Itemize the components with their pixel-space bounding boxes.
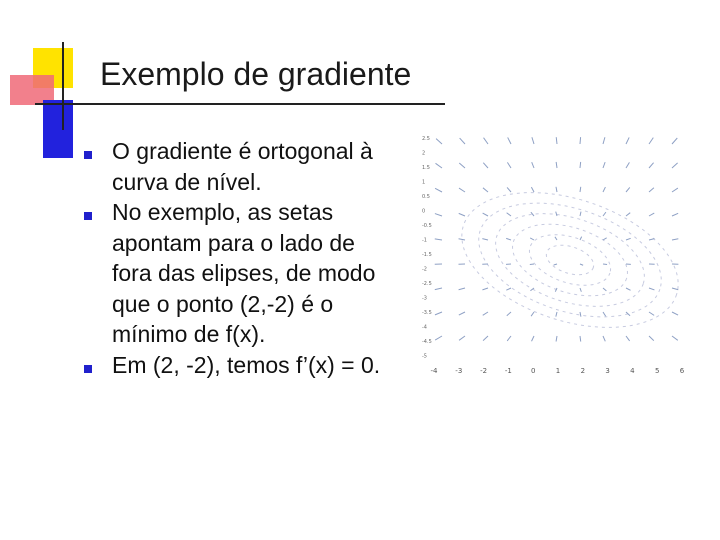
gradient-arrow: [530, 238, 534, 240]
gradient-arrow: [507, 336, 511, 341]
gradient-arrow: [626, 288, 631, 290]
y-tick-label: -0.5: [422, 223, 432, 229]
gradient-arrow: [649, 239, 655, 240]
gradient-arrow: [459, 336, 465, 340]
x-tick-label: 0: [530, 367, 536, 375]
gradient-arrow: [555, 237, 557, 240]
gradient-arrow: [459, 239, 465, 240]
y-tick-label: 0: [422, 208, 426, 215]
gradient-arrow: [603, 162, 605, 168]
gradient-arrow: [482, 288, 488, 290]
gradient-arrow: [435, 214, 442, 216]
title-decoration-vertical-line: [62, 42, 64, 130]
y-tick-label: 1.5: [422, 165, 430, 171]
y-tick-label: -4: [422, 324, 427, 331]
gradient-arrow: [554, 264, 557, 265]
gradient-arrows: [435, 137, 679, 341]
bullet-text: O gradiente é ortogonal à curva de nível.: [112, 138, 373, 195]
gradient-arrow: [626, 162, 629, 168]
y-axis-ticks: [422, 136, 432, 360]
x-tick-label: -2: [480, 367, 488, 375]
x-tick-label: 4: [630, 367, 635, 375]
bullet-text: Em (2, -2), temos f’(x) = 0.: [112, 351, 381, 378]
gradient-arrow: [459, 188, 465, 192]
y-tick-label: -4.5: [422, 339, 432, 345]
gradient-arrow: [603, 212, 606, 216]
gradient-arrow: [649, 138, 653, 144]
gradient-arrow: [484, 138, 488, 144]
gradient-arrow: [556, 162, 557, 168]
x-tick-label: -3: [455, 367, 463, 375]
gradient-arrow: [672, 213, 678, 216]
gradient-arrow: [580, 312, 581, 317]
bullet-item: [78, 350, 398, 381]
gradient-arrow: [556, 312, 557, 317]
title-decoration-blue-square: [43, 100, 73, 158]
gradient-arrow: [649, 336, 654, 341]
x-tick-label: -1: [504, 367, 512, 375]
gradient-arrow: [436, 163, 442, 168]
x-axis-ticks: [431, 367, 685, 375]
gradient-arrow: [649, 188, 654, 192]
y-tick-label: -3.5: [422, 310, 432, 316]
y-tick-label: -1: [422, 237, 427, 244]
gradient-arrow: [532, 162, 534, 168]
gradient-arrow: [603, 137, 605, 144]
gradient-arrow: [580, 264, 583, 265]
gradient-arrow: [603, 187, 605, 192]
gradient-arrow: [506, 238, 511, 240]
y-tick-label: -2: [422, 266, 427, 273]
slide-title: Exemplo de gradiente: [100, 56, 412, 92]
gradient-arrow: [580, 187, 581, 192]
gradient-arrow: [603, 288, 606, 291]
gradient-arrow: [436, 139, 442, 144]
gradient-arrow: [556, 137, 557, 144]
gradient-arrow: [482, 239, 488, 240]
square-bullet-icon: [84, 212, 92, 220]
gradient-arrow: [672, 138, 677, 144]
gradient-arrow: [649, 288, 654, 290]
bullet-item: [78, 197, 398, 350]
gradient-arrow: [580, 137, 581, 144]
square-bullet-icon: [84, 365, 92, 373]
gradient-contour-plot: [420, 130, 690, 378]
gradient-arrow: [507, 162, 511, 168]
gradient-arrow: [603, 336, 605, 341]
gradient-arrow: [507, 187, 511, 192]
title-underline: [35, 103, 445, 105]
gradient-arrow: [531, 187, 534, 192]
gradient-arrow: [580, 288, 581, 292]
gradient-arrow: [531, 312, 534, 316]
gradient-arrow: [556, 212, 557, 216]
gradient-arrow: [460, 138, 465, 144]
gradient-arrow: [580, 237, 582, 240]
contour-ellipse: [523, 225, 617, 294]
x-tick-label: -4: [430, 367, 438, 375]
gradient-arrow: [483, 163, 488, 168]
x-tick-label: 1: [555, 367, 561, 375]
gradient-arrow: [435, 239, 442, 240]
gradient-arrow: [435, 288, 442, 290]
gradient-arrow: [459, 163, 465, 168]
gradient-arrow: [580, 336, 581, 342]
contour-ellipses: [445, 168, 690, 353]
x-tick-label: 6: [679, 367, 685, 375]
y-tick-label: -2.5: [422, 281, 432, 287]
y-tick-label: 1: [422, 179, 426, 186]
square-bullet-icon: [84, 151, 92, 159]
gradient-arrow: [649, 163, 654, 168]
y-tick-label: 2: [422, 150, 426, 157]
gradient-arrow: [672, 239, 678, 240]
gradient-arrow: [580, 212, 581, 216]
contour-ellipse: [445, 168, 690, 353]
gradient-arrow: [672, 188, 678, 192]
bullet-text: No exemplo, as setas apontam para o lado de fora das elipses, de modo que o ponto (2,-2) é o mínimo de f(x).: [112, 199, 376, 347]
y-tick-label: -1.5: [422, 252, 432, 258]
y-tick-label: -5: [422, 353, 427, 360]
gradient-arrow: [435, 188, 442, 192]
gradient-arrow: [507, 312, 511, 316]
gradient-arrow: [649, 312, 654, 315]
contour-ellipse: [464, 182, 675, 338]
contour-ellipse: [543, 240, 598, 280]
gradient-arrow: [435, 336, 442, 340]
gradient-arrow: [556, 336, 557, 341]
gradient-arrow: [483, 312, 488, 315]
gradient-arrow: [649, 213, 654, 216]
y-tick-label: 2.5: [422, 136, 430, 142]
gradient-arrow: [508, 137, 511, 144]
x-tick-label: 2: [580, 367, 586, 375]
bullet-item: [78, 136, 398, 197]
gradient-arrow: [459, 288, 465, 290]
gradient-arrow: [626, 213, 630, 216]
gradient-arrow: [626, 187, 630, 192]
gradient-arrow: [435, 312, 442, 315]
gradient-arrow: [532, 336, 534, 341]
gradient-arrow: [459, 213, 465, 216]
contour-ellipse: [503, 211, 636, 309]
x-tick-label: 3: [605, 367, 610, 375]
gradient-arrow: [672, 163, 678, 168]
gradient-arrow: [483, 336, 488, 341]
gradient-arrow: [626, 336, 630, 341]
gradient-arrow: [580, 162, 581, 168]
gradient-arrow: [532, 137, 534, 144]
gradient-arrow: [483, 188, 488, 192]
gradient-arrow: [626, 137, 629, 144]
bullet-list: [78, 136, 398, 380]
gradient-arrow: [603, 312, 606, 316]
gradient-arrow: [603, 238, 607, 240]
gradient-arrow: [672, 312, 678, 315]
gradient-arrow: [556, 187, 557, 192]
gradient-arrow: [483, 213, 488, 216]
gradient-arrow: [507, 213, 511, 216]
gradient-arrow: [506, 288, 511, 290]
x-tick-label: 5: [654, 367, 660, 375]
gradient-arrow: [459, 312, 465, 315]
y-tick-label: 0.5: [422, 194, 430, 200]
gradient-arrow: [672, 336, 678, 340]
gradient-arrow: [626, 238, 631, 240]
y-tick-label: -3: [422, 295, 427, 302]
